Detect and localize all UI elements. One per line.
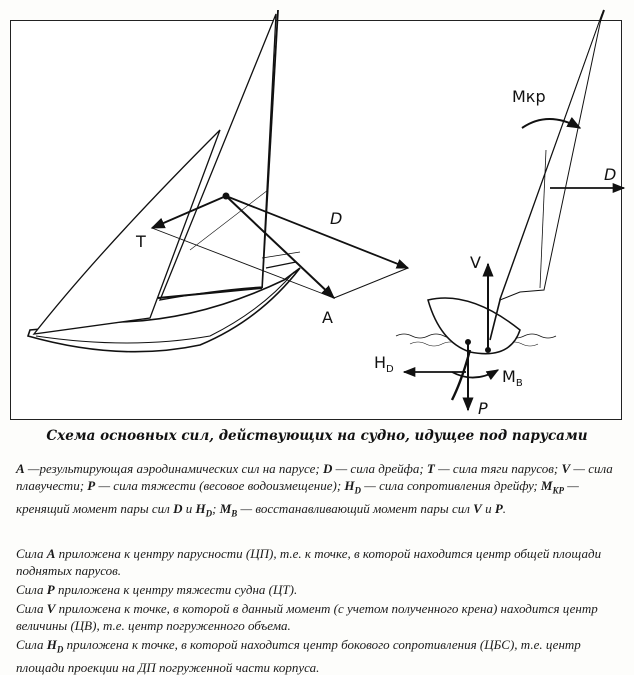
- note-HD: Сила $H_D$ приложена к точке, в которой находится центр бокового сопротивления (ЦБС), т.е. центр площади проекции на ДП погруженной части корпуса.: [16, 637, 581, 675]
- left-sailboat: [28, 10, 300, 352]
- label-HD: $H_D$: [374, 353, 394, 375]
- left-mainsail: [160, 14, 276, 300]
- label-A: A: [322, 308, 333, 327]
- right-sail: [500, 14, 602, 300]
- label-P: P: [478, 399, 488, 418]
- note-V: Сила V приложена к точке, в которой в данный момент (с учетом полученного крена) находится центр величины (ЦВ), т.е. центр погруженного объема.: [16, 601, 598, 633]
- label-D-right: D: [604, 165, 617, 184]
- label-V: V: [470, 253, 481, 272]
- note-P: Сила P приложена к центру тяжести судна (ЦТ).: [16, 582, 298, 597]
- note-A: Сила A приложена к центру парусности (ЦП), т.е. к точке, в которой находится центр общей площади поднятых парусов.: [16, 546, 602, 578]
- legend-text: A —результирующая аэродинамических сил на парусе; D — сила дрейфа; T — сила тяги парусов; V — сила плавучести; P — сила тяжести (весовое водоизмещение); $H_D$ — сила сопротивления дрейфу; $M_{KP}$ — кренящий момент пары сил D и $H_D$; $M_B$ — восстанавливающий момент пары сил V и P.: [16, 461, 613, 519]
- label-Mkr: Mкр: [512, 87, 546, 106]
- label-T: T: [136, 232, 146, 251]
- figure-caption: Схема основных сил, действующих на судно, идущее под парусами: [46, 428, 588, 444]
- notes: [16, 545, 622, 678]
- label-MB: $M_B$: [502, 367, 523, 389]
- right-hull: [428, 298, 520, 354]
- label-D: D: [330, 209, 343, 228]
- right-sailboat: [396, 10, 604, 400]
